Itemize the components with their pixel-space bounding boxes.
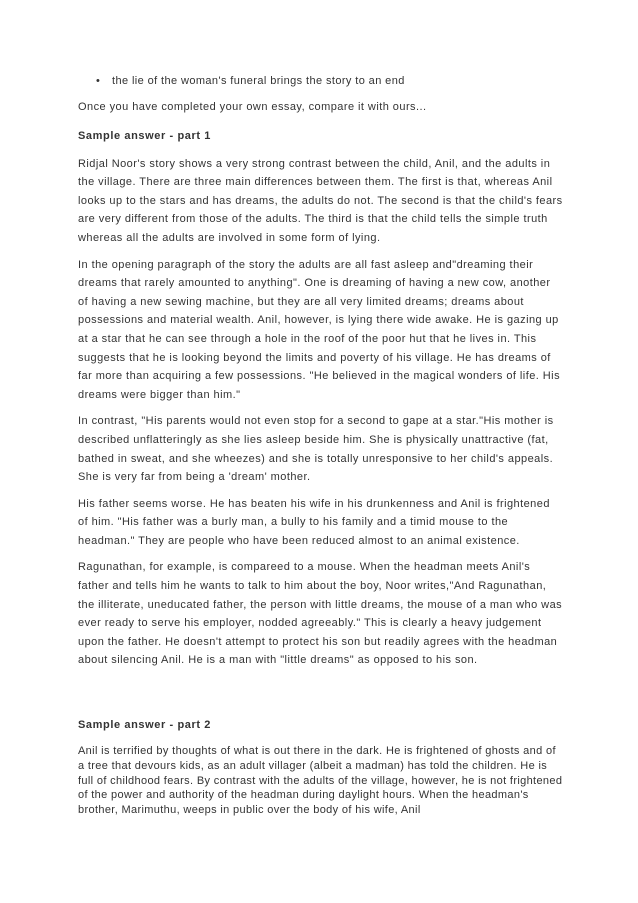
bullet-icon: • — [96, 75, 101, 87]
part1-paragraph-5: Ragunathan, for example, is compareed to a mouse. When the headman meets Anil's father and tells him he wants to talk to him about the boy, Noor writes,"And Ragunathan, the illiterate, uneducated father, the person with little dreams, the mouse of a man who was ever ready to serve his employer, nodded agreeably." This is clearly a heavy judgement upon the father. He doesn't attempt to protect his son but readily agrees with the headman about silencing Anil. He is a man with "little dreams" as opposed to his son. — [78, 561, 563, 667]
intro-text: Once you have completed your own essay, compare it with ours... — [78, 101, 427, 113]
document-page — [78, 72, 563, 826]
bullet-text: the lie of the woman's funeral brings the story to an end — [112, 75, 405, 87]
part2-paragraph: Anil is terrified by thoughts of what is out there in the dark. He is frightened of ghosts and of a tree that devours kids, as an adult villager (albeit a madman) has told the children. He is full of childhood fears. By contrast with the adults of the village, however, he is not frightened of the power and authority of the headman during daylight hours. When the headman's brother, Marimuthu, weeps in public over the body of his wife, Anil — [78, 745, 563, 817]
section-spacer — [78, 678, 563, 716]
part1-paragraph-2: In the opening paragraph of the story the adults are all fast asleep and"dreaming their dreams that rarely amounted to anything". One is dreaming of having a new cow, another of having a new sewing machine, but they are all very limited dreams; dreams about possessions and material wealth. Anil, however, is lying there wide awake. He is gazing up at a star that he can see through a hole in the roof of the poor hut that he lives in. This suggests that he is looking beyond the limits and poverty of his village. He has dreams of far more than acquiring a few possessions. "He believed in the magical wonders of life. His dreams were bigger than him." — [78, 258, 561, 401]
part1-paragraph-3: In contrast, "His parents would not even stop for a second to gape at a star."His mother is described unflatteringly as she lies asleep beside him. She is physically unattractive (fat, bathed in sweat, and she wheezes) and she is totally unresponsive to her child's appeals. She is very far from being a 'dream' mother. — [78, 415, 554, 484]
part1-paragraph-4: His father seems worse. He has beaten his wife in his drunkenness and Anil is frightened of him. "His father was a burly man, a bully to his family and a timid mouse to the headman." They are people who have been reduced almost to an animal existence. — [78, 497, 550, 547]
part1-paragraph-1: Ridjal Noor's story shows a very strong contrast between the child, Anil, and the adults in the village. There are three main differences between them. The first is that, whereas Anil looks up to the stars and has dreams, the adults do not. The second is that the child's fears are very different from those of the adults. The third is that the child tells the simple truth whereas all the adults are involved in some form of lying. — [78, 157, 563, 244]
part1-heading: Sample answer - part 1 — [78, 129, 212, 142]
bullet-item — [78, 72, 563, 90]
part2-heading: Sample answer - part 2 — [78, 719, 212, 732]
